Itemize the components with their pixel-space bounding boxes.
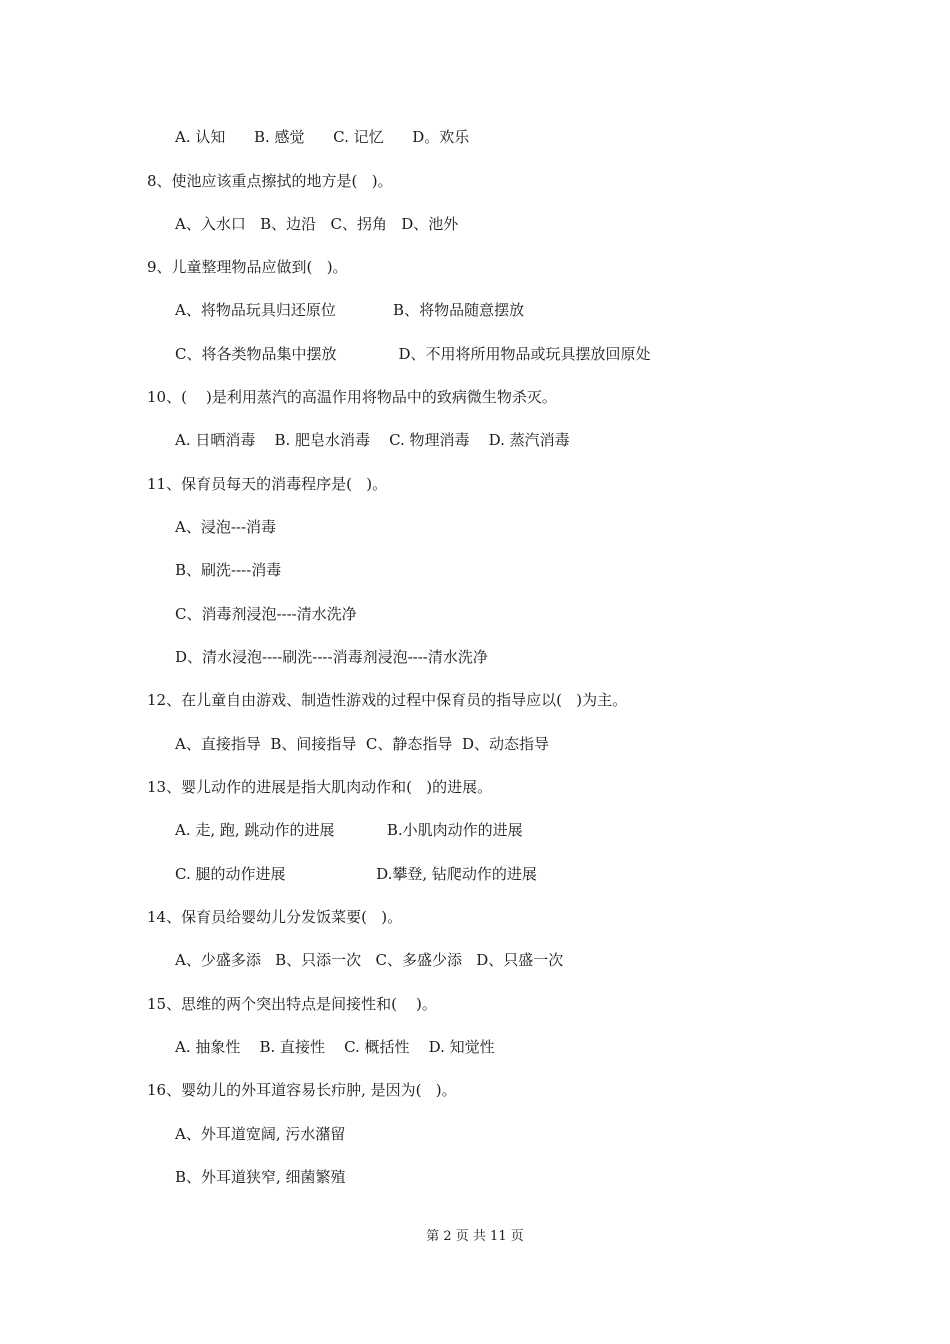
q16-question: 16、婴幼儿的外耳道容易长疖肿, 是因为( )。 xyxy=(147,1081,457,1099)
q12-question: 12、在儿童自由游戏、制造性游戏的过程中保育员的指导应以( )为主。 xyxy=(147,691,628,709)
q9-options-ab: A、将物品玩具归还原位 B、将物品随意摆放 xyxy=(175,301,525,319)
q11-question: 11、保育员每天的消毒程序是( )。 xyxy=(147,475,388,493)
q16-option-a: A、外耳道宽阔, 污水潴留 xyxy=(175,1125,346,1143)
q15-options: A. 抽象性 B. 直接性 C. 概括性 D. 知觉性 xyxy=(175,1038,495,1056)
q11-option-c: C、消毒剂浸泡----清水洗净 xyxy=(175,605,357,623)
q14-options: A、少盛多添 B、只添一次 C、多盛少添 D、只盛一次 xyxy=(175,951,564,969)
q13-question: 13、婴儿动作的进展是指大肌肉动作和( )的进展。 xyxy=(147,778,493,796)
q16-option-b: B、外耳道狭窄, 细菌繁殖 xyxy=(175,1168,346,1186)
q13-options-cd: C. 腿的动作进展 D.攀登, 钻爬动作的进展 xyxy=(175,865,537,883)
q9-options-cd: C、将各类物品集中摆放 D、不用将所用物品或玩具摆放回原处 xyxy=(175,345,651,363)
q14-question: 14、保育员给婴幼儿分发饭菜要( )。 xyxy=(147,908,403,926)
page-footer: 第 2 页 共 11 页 xyxy=(426,1229,524,1244)
q13-options-ab: A. 走, 跑, 跳动作的进展 B.小肌肉动作的进展 xyxy=(175,821,523,839)
q11-option-b: B、刷洗----消毒 xyxy=(175,561,282,579)
q11-option-d: D、清水浸泡----刷洗----消毒剂浸泡----清水洗净 xyxy=(175,648,488,666)
q8-options: A、入水口 B、边沿 C、拐角 D、池外 xyxy=(175,215,459,233)
q10-options: A. 日晒消毒 B. 肥皂水消毒 C. 物理消毒 D. 蒸汽消毒 xyxy=(175,431,570,449)
q8-question: 8、使池应该重点擦拭的地方是( )。 xyxy=(147,172,393,190)
q7-options: A. 认知 B. 感觉 C. 记忆 D。欢乐 xyxy=(175,128,470,146)
q15-question: 15、思维的两个突出特点是间接性和( )。 xyxy=(147,995,437,1013)
q12-options: A、直接指导 B、间接指导 C、静态指导 D、动态指导 xyxy=(175,735,549,753)
q11-option-a: A、浸泡---消毒 xyxy=(175,518,277,536)
q9-question: 9、儿童整理物品应做到( )。 xyxy=(147,258,348,276)
q10-question: 10、( )是利用蒸汽的高温作用将物品中的致病微生物杀灭。 xyxy=(147,388,557,406)
